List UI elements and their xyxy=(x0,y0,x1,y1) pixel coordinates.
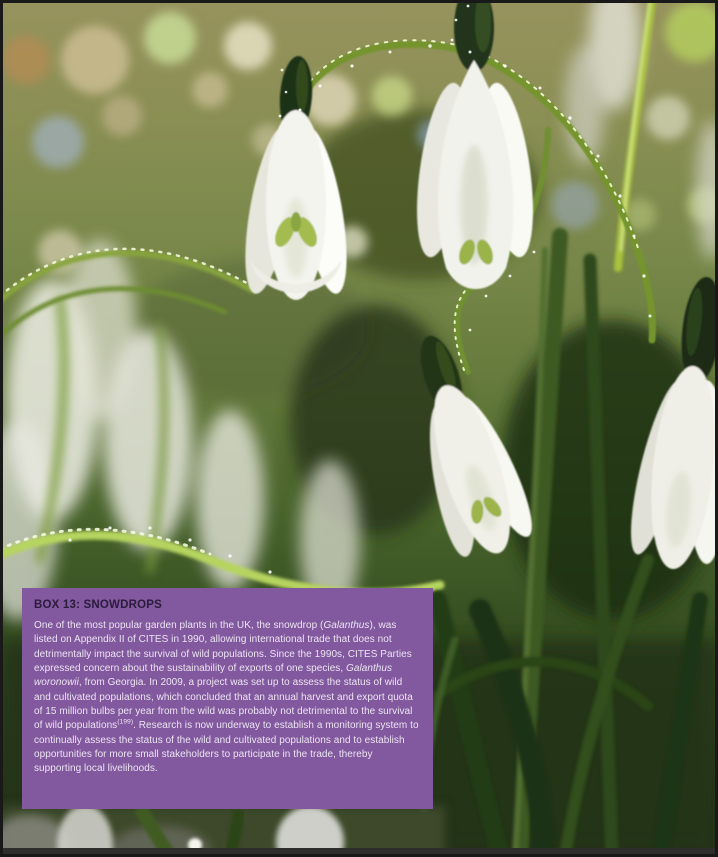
page-bottom-edge xyxy=(3,848,715,854)
info-box-snowdrops xyxy=(22,588,433,809)
info-box-title: BOX 13: SNOWDROPS xyxy=(34,599,163,611)
info-box-paragraph: One of the most popular garden plants in the UK, the snowdrop (Galanthus), was listed on Appendix II of CITES in 1990, allowing international trade that does not detrimentally impact the survival of wild populations. Since the 1990s, CITES Parties expressed concern about the sustainability of exports of one species, Galanthus woronowii, from Georgia. In 2009, a project was set up to assess the status of wild and cultivated populations, which concluded that an annual harvest and export quota of 15 million bulbs per year from the wild was probably not detrimental to the survival of wild populations$^{(199)}$. Research is now underway to establish a monitoring system to continually assess the status of the wild and cultivated populations and to establish opportunities for more small stakeholders to participate in the trade, thereby supporting local livelihoods. xyxy=(34,620,419,775)
